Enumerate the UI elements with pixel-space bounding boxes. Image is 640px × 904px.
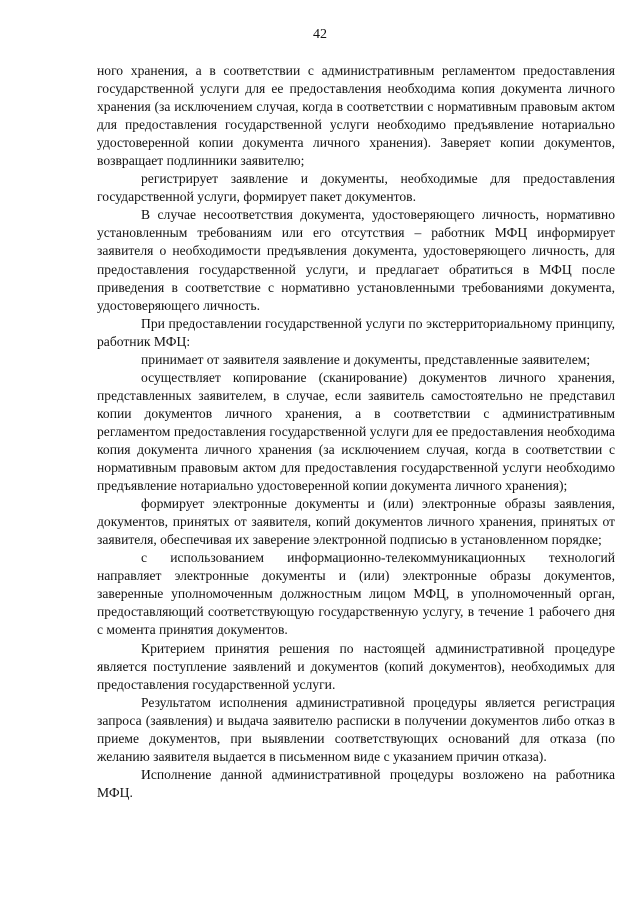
paragraph: формирует электронные документы и (или) электронные образы заявления, документов, принятых от заявителя, копий документов личного хранения, принятых от заявителя, обеспечивая их заверение электронной подписью в установленном порядке; (97, 496, 615, 548)
paragraph: принимает от заявителя заявление и документы, представленные заявителем; (141, 351, 591, 367)
paragraph: с использованием информационно-телекоммуникационных технологий направляет электронные документы и (или) электронные образы документов, заверенные уполномоченным должностным лицом МФЦ, в уполномоченный орган, предоставляющий соответствующую государственную услугу, в течение 1 рабочего дня с момента принятия документов. (97, 550, 615, 638)
paragraph: В случае несоответствия документа, удостоверяющего личность, нормативно установленным требованиям или его отсутствия – работник МФЦ информирует заявителя о необходимости предъявления документа, удостоверяющего личность, для предоставления государственной услуги, и предлагает обратиться в МФЦ после приведения в соответствие с нормативно установленными требованиями документа, удостоверяющего личность. (97, 207, 615, 313)
page-number: 42 (313, 27, 327, 42)
paragraph: Критерием принятия решения по настоящей административной процедуре является поступление заявлений и документов (копий документов), необходимых для предоставления государственной услуги. (97, 640, 615, 692)
body-text (97, 62, 615, 802)
paragraph: Результатом исполнения административной процедуры является регистрация запроса (заявления) и выдача заявителю расписки в получении документов либо отказ в приеме документов, при выявлении соответствующих оснований для отказа (по желанию заявителя выдается в письменном виде с указанием причин отказа). (97, 694, 615, 764)
paragraph: ного хранения, а в соответствии с административным регламентом предоставления государственной услуги для ее предоставления необходима копия документа личного хранения (за исключением случая, когда в соответствии с нормативным правовым актом для предоставления государственной услуги необходимо предъявление нотариально удостоверенной копии документа личного хранения). Заверяет копии документов, возвращает подлинники заявителю; (97, 63, 615, 169)
paragraph: осуществляет копирование (сканирование) документов личного хранения, представленных заявителем, в случае, если заявитель самостоятельно не представил копии документов личного хранения, а в соответствии с административным регламентом предоставления государственной услуги для ее предоставления необходима копия документа личного хранения (за исключением случая, когда в соответствии с нормативным правовым актом для предоставления государственной услуги необходимо предъявление нотариально удостоверенной копии документа личного хранения); (97, 369, 615, 494)
paragraph: При предоставлении государственной услуги по экстерриториальному принципу, работник МФЦ: (97, 315, 615, 349)
paragraph: Исполнение данной административной процедуры возложено на работника МФЦ. (97, 766, 615, 800)
paragraph: регистрирует заявление и документы, необходимые для предоставления государственной услуги, формирует пакет документов. (97, 171, 615, 205)
